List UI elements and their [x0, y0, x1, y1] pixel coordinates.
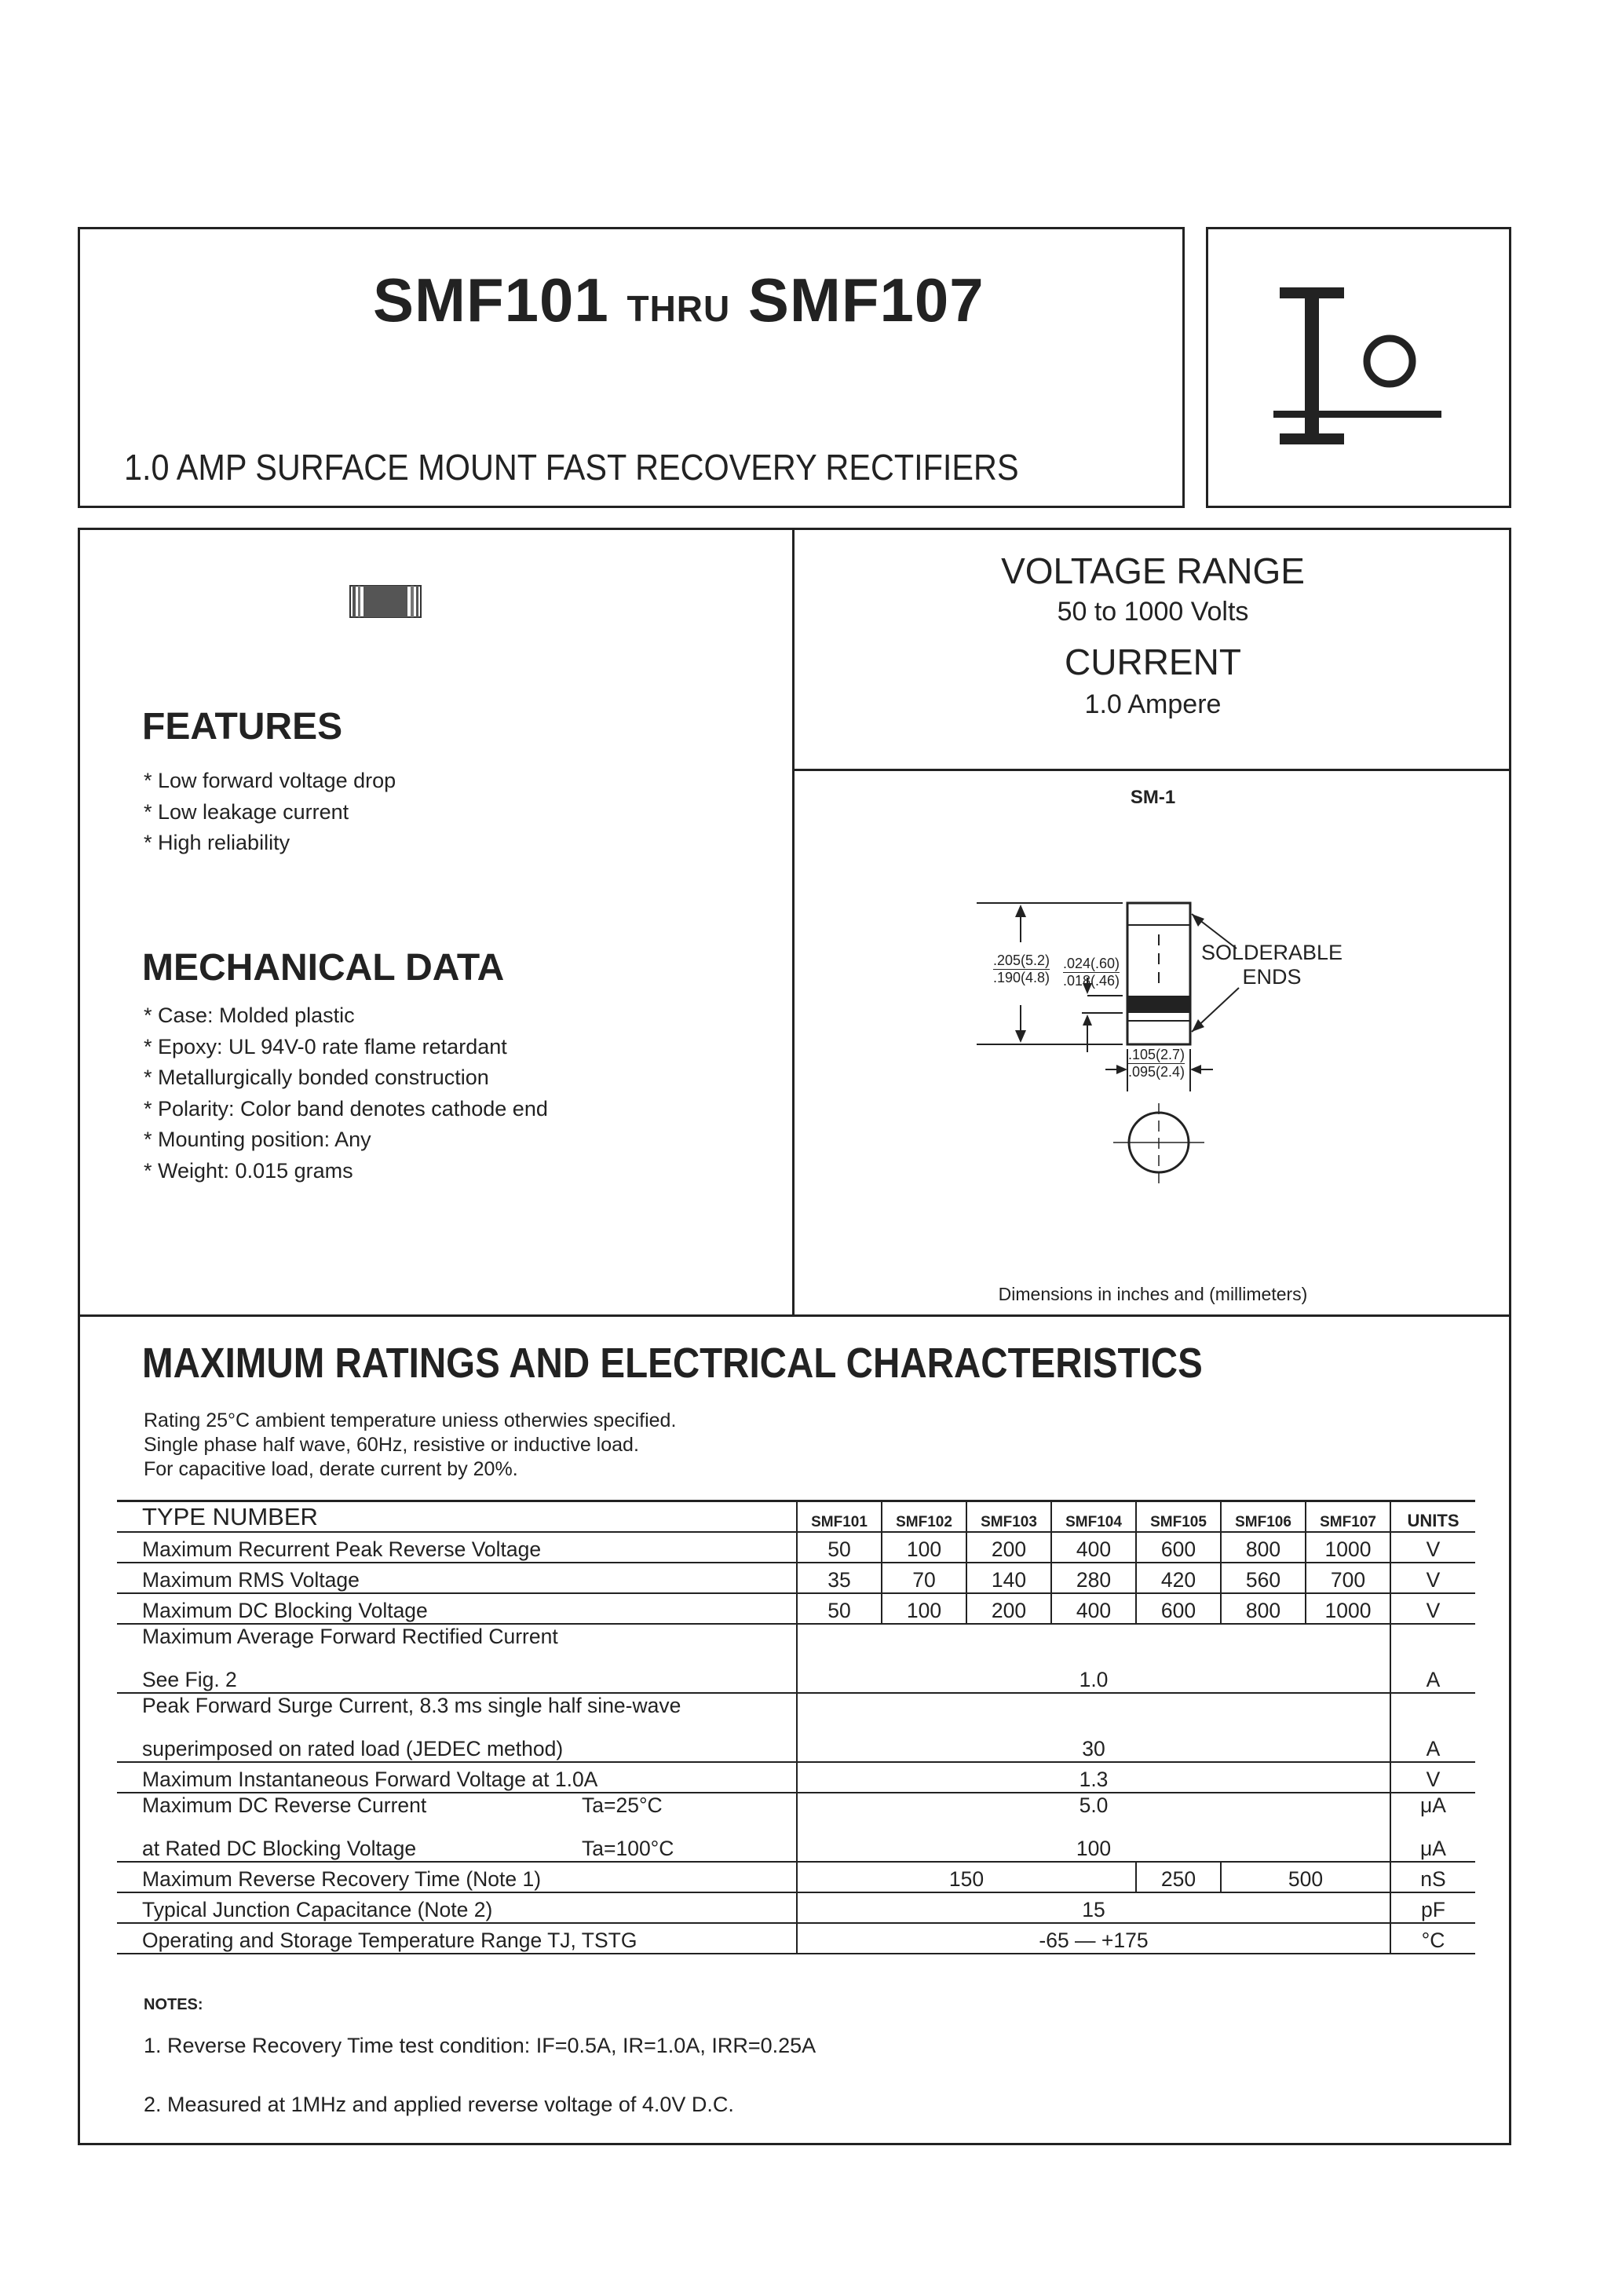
dim-band-max: .024(.60) [1063, 956, 1120, 971]
list-item: * Weight: 0.015 grams [144, 1158, 353, 1183]
list-item: * High reliability [144, 831, 290, 854]
divider-horizontal [78, 1314, 1511, 1317]
voltage-range-label: VOLTAGE RANGE [1001, 550, 1305, 591]
electrical-heading: MAXIMUM RATINGS AND ELECTRICAL CHARACTERISTICS [142, 1340, 1203, 1387]
divider-voltage [792, 769, 1511, 771]
note-1: 1. Reverse Recovery Time test condition: IF=0.5A, IR=1.0A, IRR=0.25A [144, 2034, 816, 2057]
table-row: Operating and Storage Temperature Range TJ, TSTG -65 — +175 °C [117, 1923, 1475, 1954]
table-row: Typical Junction Capacitance (Note 2) 15 pF [117, 1892, 1475, 1923]
notes-heading: NOTES: [144, 1996, 203, 2013]
condition-line: Rating 25°C ambient temperature uniess otherwies specified. [144, 1409, 677, 1431]
table-row: Peak Forward Surge Current, 8.3 ms single half sine-wave superimposed on rated load (JEDEC method) 30 A [117, 1693, 1475, 1762]
dim-height-min: .190(4.8) [993, 970, 1050, 985]
condition-line: Single phase half wave, 60Hz, resistive or inductive load. [144, 1434, 639, 1456]
dim-width-min: .095(2.4) [1128, 1064, 1185, 1080]
voltage-range-value: 50 to 1000 Volts [1057, 597, 1249, 627]
part-from: SMF101 [373, 265, 609, 335]
dim-band-min: .018(.46) [1063, 973, 1120, 989]
voltage-range-panel [795, 550, 1511, 720]
table-row: Maximum RMS Voltage 35 70 140 280 420 560 700 V [117, 1563, 1475, 1593]
features-heading: FEATURES [142, 706, 343, 748]
current-value: 1.0 Ampere [1084, 689, 1222, 719]
condition-line: For capacitive load, derate current by 20%. [144, 1458, 518, 1480]
mechanical-list [144, 1000, 548, 1186]
page-subtitle: 1.0 AMP SURFACE MOUNT FAST RECOVERY RECTIFIERS [124, 447, 1019, 488]
dimension-note: Dimensions in inches and (millimeters) [998, 1284, 1308, 1304]
list-item: * Mounting position: Any [144, 1128, 371, 1151]
mechanical-heading: MECHANICAL DATA [142, 947, 505, 989]
list-item: * Epoxy: UL 94V-0 rate flame retardant [144, 1034, 507, 1058]
conditions [144, 1409, 676, 1482]
solderable-label: SOLDERABLE ENDS [1200, 941, 1343, 989]
dim-height-max: .205(5.2) [993, 952, 1050, 968]
company-logo [1272, 283, 1445, 455]
part-to: SMF107 [747, 265, 985, 335]
units-label: UNITS [1390, 1501, 1475, 1533]
list-item: * Low leakage current [144, 799, 349, 824]
part-image [349, 585, 422, 618]
table-row: Maximum Recurrent Peak Reverse Voltage 50 100 200 400 600 800 1000 V [117, 1532, 1475, 1563]
table-row: Maximum Average Forward Rectified Current See Fig. 2 1.0 A [117, 1624, 1475, 1693]
type-number-label: TYPE NUMBER [117, 1501, 797, 1533]
ratings-table [117, 1500, 1475, 1954]
list-item: * Case: Molded plastic [144, 1004, 355, 1027]
features-list [144, 766, 396, 859]
dim-width-max: .105(2.7) [1128, 1047, 1185, 1062]
table-row: Maximum Reverse Recovery Time (Note 1) 150 250 500 nS [117, 1862, 1475, 1892]
package-name: SM-1 [1130, 787, 1176, 808]
package-drawing [942, 864, 1382, 1194]
table-row: TYPE NUMBER SMF101 SMF102 SMF103 SMF104 SMF105 SMF106 SMF107 UNITS [117, 1501, 1475, 1533]
list-item: * Metallurgically bonded construction [144, 1066, 489, 1089]
table-row: Maximum DC Reverse Current Ta=25°C at Rated DC Blocking Voltage Ta=100°C 5.0 100 μA μA [117, 1793, 1475, 1862]
table-row: Maximum DC Blocking Voltage 50 100 200 400 600 800 1000 V [117, 1593, 1475, 1624]
page-title [373, 265, 985, 336]
list-item: * Low forward voltage drop [144, 769, 396, 792]
note-2: 2. Measured at 1MHz and applied reverse voltage of 4.0V D.C. [144, 2093, 734, 2116]
list-item: * Polarity: Color band denotes cathode end [144, 1096, 548, 1121]
thru-label: THRU [627, 288, 731, 329]
current-label: CURRENT [1065, 642, 1241, 682]
table-row: Maximum Instantaneous Forward Voltage at 1.0A 1.3 V [117, 1762, 1475, 1793]
